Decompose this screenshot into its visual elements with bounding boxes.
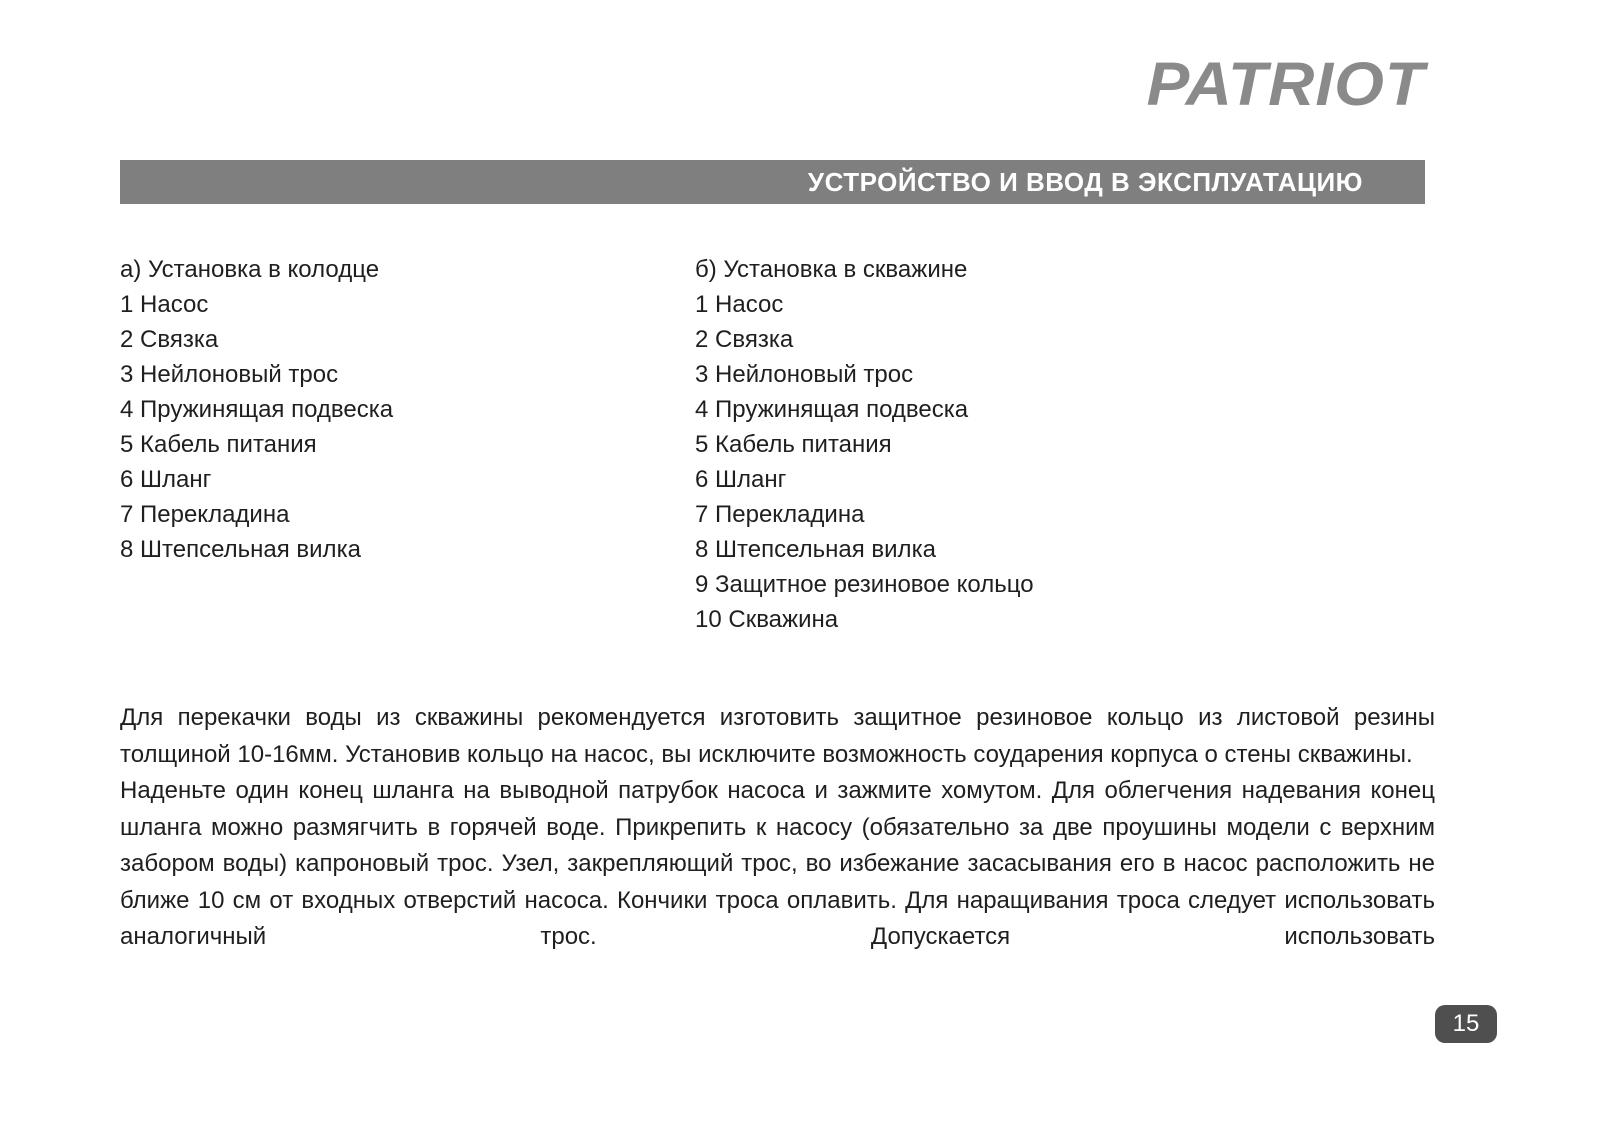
list-item: 5 Кабель питания <box>695 431 892 458</box>
list-item: 7 Перекладина <box>695 501 865 528</box>
list-item: 6 Шланг <box>695 466 787 493</box>
body-text <box>120 700 1435 956</box>
legend-heading-well: а) Установка в колодце <box>120 256 380 283</box>
section-title-bar <box>120 160 1425 204</box>
legend-heading-borehole: б) Установка в скважине <box>695 256 968 283</box>
list-item: 8 Штепсельная вилка <box>695 536 936 563</box>
brand-logo: PATRIOT <box>1146 49 1425 119</box>
section-title: УСТРОЙСТВО И ВВОД В ЭКСПЛУАТАЦИЮ <box>807 166 1363 197</box>
list-item: 7 Перекладина <box>120 501 290 528</box>
legend-list-well <box>120 252 393 567</box>
page-number-badge <box>1435 1005 1497 1043</box>
list-item: 1 Насос <box>120 291 209 318</box>
legend-list-borehole <box>695 252 1034 637</box>
list-item: 4 Пружинящая подвеска <box>695 396 969 423</box>
list-item: 10 Скважина <box>695 606 839 633</box>
paragraph: Для перекачки воды из скважины рекомендуется изготовить защитное резиновое кольцо из листовой резины толщиной 10-16мм. Установив кольцо на насос, вы исключите возможность соударения корпуса о стены скважины. <box>120 704 1435 768</box>
list-item: 2 Связка <box>695 326 794 353</box>
paragraph: Наденьте один конец шланга на выводной патрубок насоса и зажмите хомутом. Для облегчения надевания конец шланга можно размягчить в горячей воде. Прикрепить к насосу (обязательно за две проушины модели с верхним забором воды) капроновый трос. Узел, закрепляющий трос, во избежание засасывания его в насос расположить не ближе 10 см от входных отверстий насоса. Кончики троса оплавить. Для наращивания троса следует использовать аналогичный трос. Допускается использовать <box>120 777 1435 950</box>
page-number: 15 <box>1452 1010 1480 1037</box>
list-item: 4 Пружинящая подвеска <box>120 396 394 423</box>
list-item: 1 Насос <box>695 291 784 318</box>
list-item: 9 Защитное резиновое кольцо <box>695 571 1034 598</box>
list-item: 2 Связка <box>120 326 219 353</box>
list-item: 5 Кабель питания <box>120 431 317 458</box>
list-item: 6 Шланг <box>120 466 212 493</box>
list-item: 3 Нейлоновый трос <box>120 361 339 388</box>
list-item: 3 Нейлоновый трос <box>695 361 914 388</box>
list-item: 8 Штепсельная вилка <box>120 536 361 563</box>
